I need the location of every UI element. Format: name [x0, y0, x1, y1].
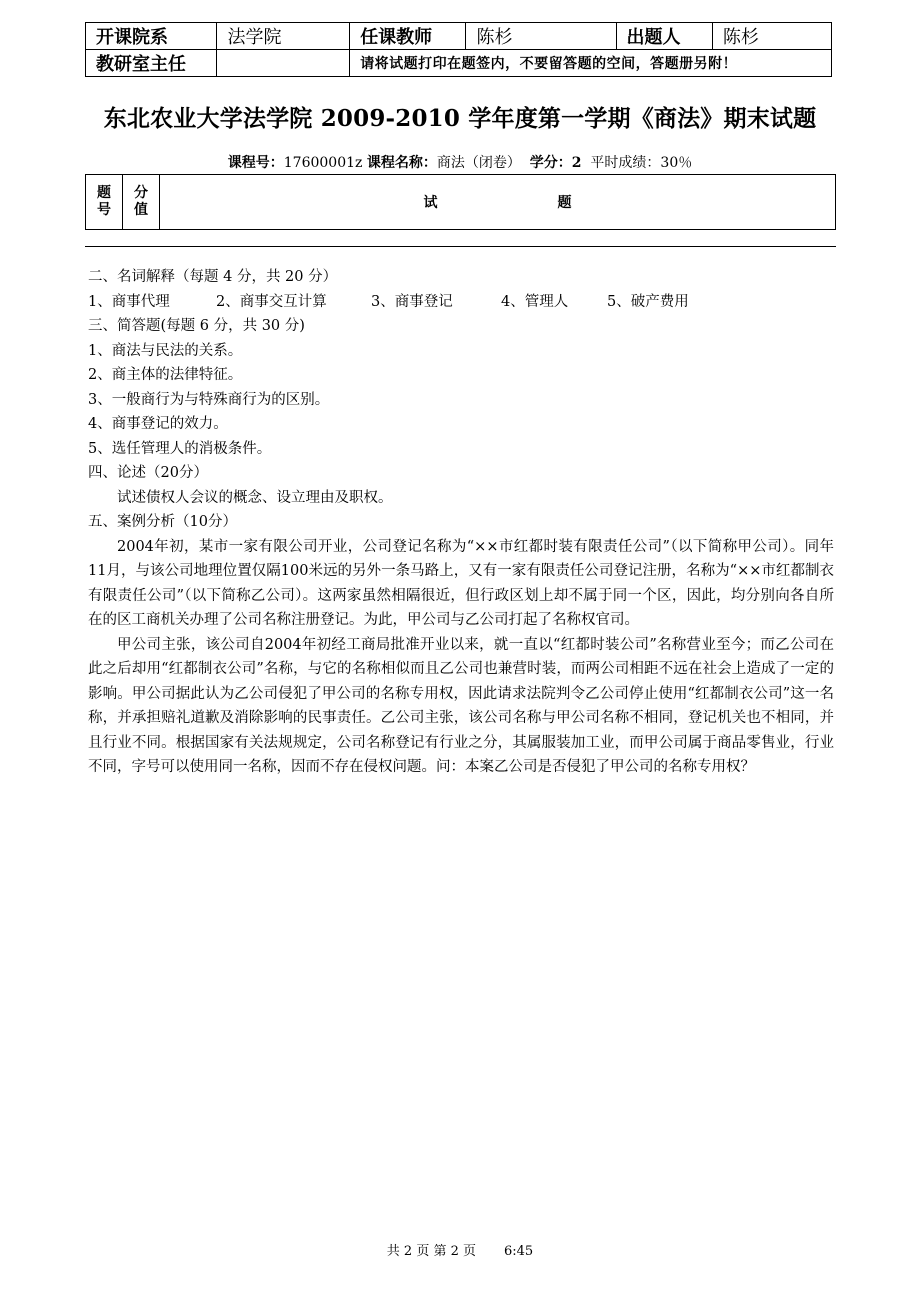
setter-label: 出题人	[616, 23, 712, 50]
question-number-char-2: 号	[97, 202, 111, 218]
setter-value: 陈杉	[712, 23, 831, 50]
director-value	[217, 50, 350, 77]
print-time: 6:45	[504, 1244, 534, 1259]
section-4-heading: 四、论述（20分）	[88, 465, 208, 481]
question-number-char-1: 题	[97, 185, 111, 201]
term-4: 4、管理人	[501, 293, 569, 310]
teacher-label: 任课教师	[350, 23, 466, 50]
case-paragraph-2: 甲公司主张，该公司自2004年初经工商局批准开业以来，就一直以“红都时装公司”名称营业至今；而乙公司在此之后却用“红都制衣公司”名称，与它的名称相似而且乙公司也兼营时装，而两公司相距不远在社会上造成了一定的影响。甲公司据此认为乙公司侵犯了甲公司的名称专用权，因此请求法院判令乙公司停止使用“红都制衣公司”这一名称，并承担赔礼道歉及消除影响的民事责任。乙公司主张，该公司名称与甲公司名称不相同，登记机关也不相同，并且行业不同。根据国家有关法规规定，公司名称登记有行业之分，其属服装加工业，而甲公司属于商品零售业，行业不同，字号可以使用同一名称，因而不存在侵权问题。问：本案乙公司是否侵犯了甲公司的名称专用权？	[88, 636, 834, 775]
term-3: 3、商事登记	[371, 293, 453, 310]
print-notice: 请将试题打印在题签内，不要留答题的空间，答题册另附！	[350, 50, 832, 77]
dept-value: 法学院	[217, 23, 350, 50]
score-char-1: 分	[134, 185, 148, 201]
case-paragraph-1: 2004年初，某市一家有限公司开业，公司登记名称为“××市红都时装有限责任公司”（以下简称甲公司）。同年11月，与该公司地理位置仅隔100米远的另外一条马路上，又有一家有限责任公司登记注册，名称为“××市红都制衣有限责任公司”（以下简称乙公司）。这两家虽然相隔很近，但行政区划上却不属于同一个区，因此，均分别向各自所在的区工商机关办理了公司名称注册登记。为此，甲公司与乙公司打起了名称权官司。	[88, 538, 834, 628]
section-4-text: 试述债权人会议的概念、设立理由及职权。	[117, 489, 393, 506]
page-count: 共 2 页 第 2 页	[386, 1244, 476, 1259]
course-code-label: 课程号：	[227, 155, 284, 171]
section-3-heading: 三、简答题(每题 6 分，共 30 分)	[88, 318, 305, 334]
course-name-value: 商法（闭卷）	[436, 155, 521, 171]
teacher-value: 陈杉	[466, 23, 616, 50]
director-label: 教研室主任	[86, 50, 217, 77]
questions-header	[160, 175, 836, 230]
course-code-value: 17600001z	[283, 155, 363, 171]
question-number-header	[86, 175, 123, 230]
section-3-item-4: 4、商事登记的效力。	[88, 416, 228, 432]
term-5: 5、破产费用	[607, 293, 689, 310]
term-2: 2、商事交互计算	[216, 293, 327, 310]
question-table-row	[86, 175, 836, 230]
credit-label: 学分：	[529, 155, 572, 171]
section-3-item-3: 3、一般商行为与特殊商行为的区别。	[88, 391, 330, 408]
header-row-2	[86, 50, 832, 77]
section-5-heading: 五、案例分析（10分）	[88, 514, 237, 530]
page-footer	[0, 1240, 920, 1259]
section-3-item-5: 5、选任管理人的消极条件。	[88, 440, 272, 457]
term-1: 1、商事代理	[88, 293, 170, 310]
divider-line	[85, 246, 836, 247]
exam-title: 东北农业大学法学院 2009-2010 学年度第一学期《商法》期末试题	[103, 105, 817, 132]
exam-body	[88, 265, 834, 780]
header-row-1	[86, 23, 832, 50]
question-table	[85, 174, 836, 230]
course-name-label: 课程名称：	[366, 155, 437, 171]
section-2-heading: 二、名词解释（每题 4 分，共 20 分）	[88, 269, 338, 285]
section-3-item-2: 2、商主体的法律特征。	[88, 367, 243, 383]
section-3-item-1: 1、商法与民法的关系。	[88, 342, 243, 359]
credit-value: 2	[571, 155, 582, 171]
exam-header-table	[85, 22, 832, 77]
course-info	[0, 152, 920, 172]
dept-label: 开课院系	[86, 23, 217, 50]
questions-char-1: 试	[423, 195, 438, 211]
grade-text: 平时成绩：30％	[590, 155, 693, 171]
section-2-terms	[88, 290, 834, 315]
questions-char-2: 题	[557, 195, 572, 211]
score-char-2: 值	[134, 202, 148, 218]
score-header	[123, 175, 160, 230]
